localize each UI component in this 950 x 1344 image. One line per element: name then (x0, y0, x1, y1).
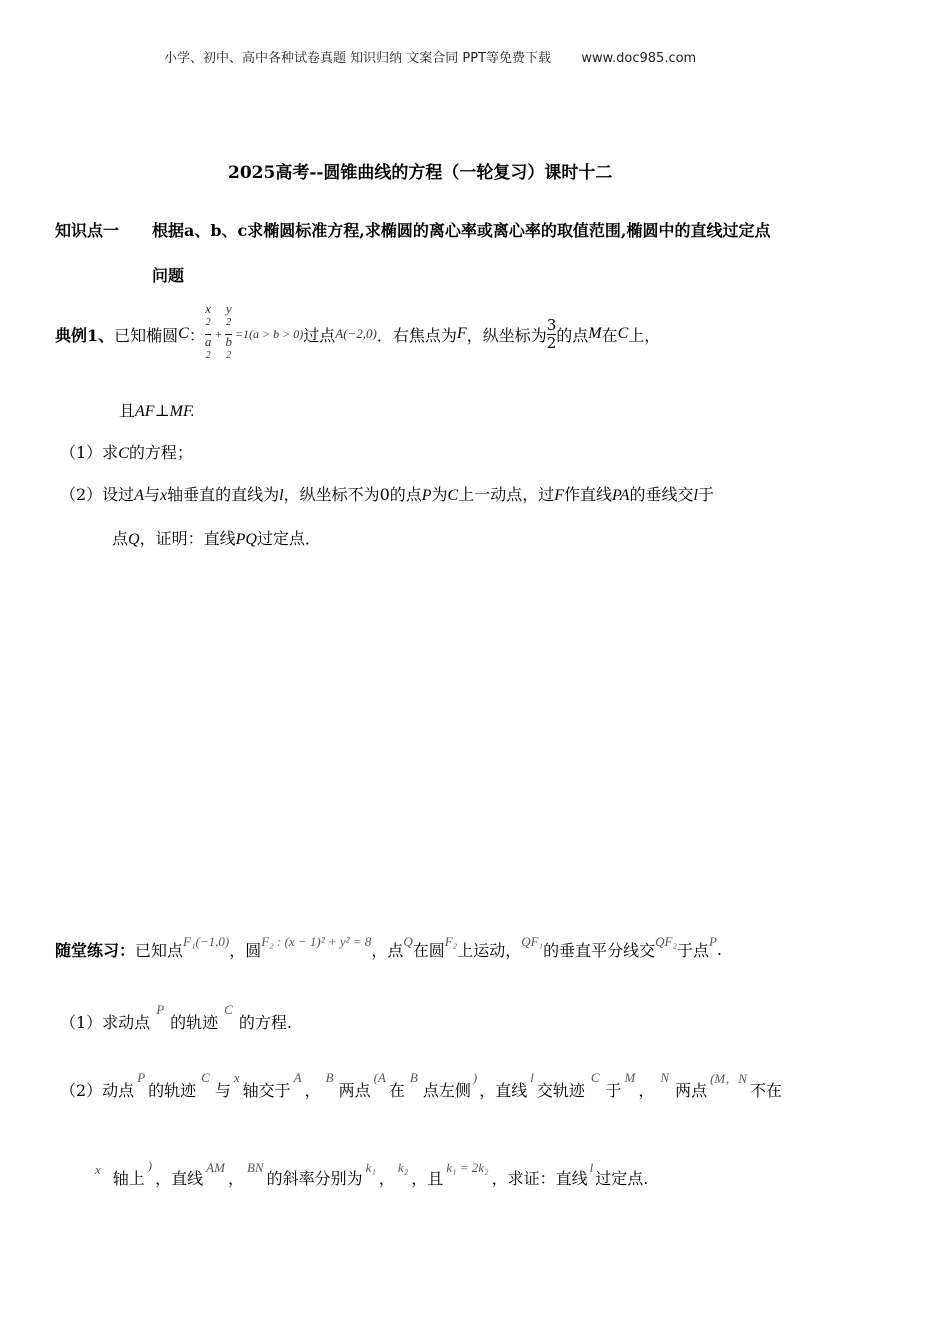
practice-label: 随堂练习： (55, 941, 136, 960)
example1-var-F: F (456, 325, 467, 342)
example1-q2-line2: 点Q，证明：直线PQ过定点． (112, 529, 321, 548)
eq-frac-y: y $^2$ b $^2$ (225, 302, 232, 366)
example1-frac-3-2: $\frac{3}{2}$ (546, 315, 557, 352)
example1-point-A: A(−2,0) (335, 326, 377, 341)
knowledge-text-line1: 根据a、b、c求椭圆标准方程,求椭圆的离心率或离心率的取值范围,椭圆中的直线过定点 (152, 221, 771, 240)
example1-text-b: 过点 (303, 325, 336, 345)
practice-q1: （1）求动点 P 的轨迹 C 的方程. (60, 1001, 292, 1032)
example1-var-M: M (588, 325, 602, 342)
example1-label: 典例1、 (55, 325, 115, 345)
practice-q2-line2: x 轴上 ) ，直线 AM ， BN 的斜率分别为 k₁ ， k₂ ，且 k₁ = 2k₂ ，求证：直线 l 过定点. (95, 1157, 649, 1188)
page-title: 2025高考--圆锥曲线的方程（一轮复习）课时十二 (228, 163, 613, 183)
example1-text-g: 上， (628, 325, 661, 345)
example1-var-C: C (178, 325, 189, 342)
example1-colon: ： (188, 325, 205, 345)
example1-text-a: 已知椭圆 (114, 325, 179, 345)
example1-var-C2: C (617, 325, 629, 342)
eq-frac-x: x $^2$ a $^2$ (205, 302, 212, 366)
example1-text-d: ，纵坐标为 (466, 325, 547, 345)
example1-q2-line1: （2）设过A与x轴垂直的直线为l，纵坐标不为0的点P为C上一动点，过F作直线PA的垂线交l于 (60, 485, 714, 504)
example1-perp: AF⊥MF. (135, 403, 195, 420)
example1-q1: （1）求C的方程； (60, 443, 193, 462)
header-url[interactable]: www.doc985.com (581, 51, 697, 66)
practice-q2-line1: （2）动点 P 的轨迹 C 与 x 轴交于 A ， B 两点 (A 在 B 点左侧 ) ，直线 l 交轨迹 C 于 M ， N 两点 (M，N 不在 (60, 1069, 782, 1100)
practice-point-F1: F₁(−1,0) (183, 933, 230, 949)
header-text: 小学、初中、高中各种试卷真题 知识归纳 文案合同 PPT等免费下载 (164, 51, 552, 66)
example1-text-f: 在 (601, 325, 618, 345)
practice-circle-eq: F₂ : (x − 1)² + y² = 8 (261, 933, 372, 949)
practice-line1: 随堂练习： 已知点 F₁(−1,0) ，圆 F₂ : (x − 1)² + y² = 8 ，点 Q 在圆 F₂ 上运动， QF₁ 的垂直平分线交 QF₂ 于点 P . (55, 933, 723, 960)
header-bar (164, 47, 696, 66)
knowledge-text-line2: 问题 (152, 266, 185, 285)
example1-text-e: 的点 (556, 325, 589, 345)
ellipse-equation: x $^2$ a $^2$ + y $^2$ b $^2$ =1(a > b > 0) (205, 302, 303, 366)
knowledge-label: 知识点一 (55, 221, 120, 240)
example1-line1 (55, 301, 661, 364)
example1-text-c: ．右焦点为 (376, 325, 457, 345)
example1-line2: 且AF⊥MF. (119, 401, 195, 420)
